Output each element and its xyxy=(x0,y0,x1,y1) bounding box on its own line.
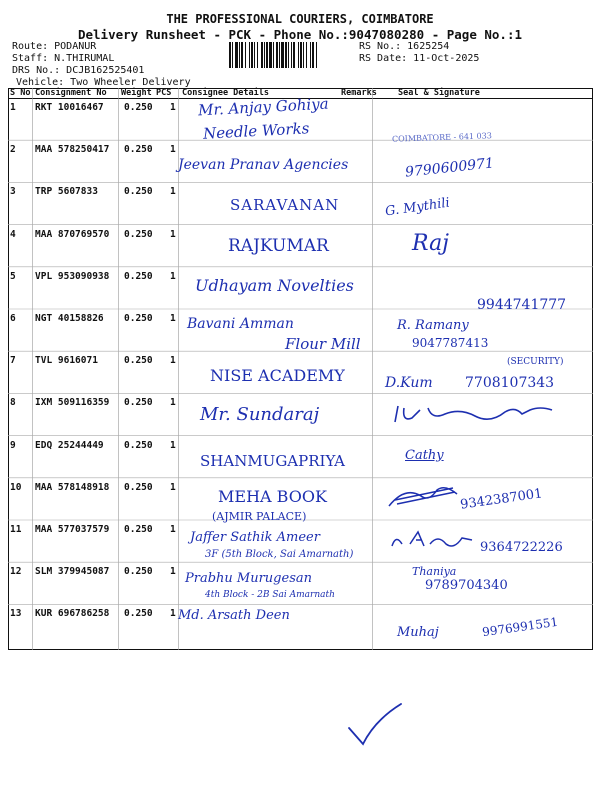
barcode-bar xyxy=(306,42,307,68)
row-consignment-no: IXM 509116359 xyxy=(35,397,110,409)
row-pcs: 1 xyxy=(170,313,176,324)
handwritten-consignee-10b: (AJMIR PALACE) xyxy=(212,510,307,523)
handwritten-consignee-1b: Needle Works xyxy=(202,119,310,143)
row-consignment-no: TVL 9616071 xyxy=(35,355,98,367)
row-pcs: 1 xyxy=(170,397,176,409)
route-label: Route: PODANUR xyxy=(12,41,97,52)
barcode-image xyxy=(228,42,356,68)
row-sno: 12 xyxy=(10,566,22,578)
col-header-weight: Weight xyxy=(121,88,152,98)
row-weight: 0.250 xyxy=(124,228,153,240)
row-pcs: 1 xyxy=(170,566,176,578)
row-consignment-no: KUR 696786258 xyxy=(35,608,110,620)
row-consignment-no: TRP 5607833 xyxy=(35,186,98,198)
handwritten-phone-13: 9976991551 xyxy=(481,614,559,640)
handwritten-consignee-6a: Bavani Amman xyxy=(187,316,294,332)
handwritten-consignee-9: SHANMUGAPRIYA xyxy=(200,452,346,470)
row-pcs: 1 xyxy=(170,439,176,451)
row-sno: 13 xyxy=(10,608,22,620)
vehicle-label: Vehicle: Two Wheeler Delivery xyxy=(16,77,191,88)
drs-number: DRS No.: DCJB162525401 xyxy=(12,65,145,76)
barcode-bar xyxy=(261,42,263,68)
handwritten-phone-7: 7708107343 xyxy=(465,375,555,391)
row-sno: 3 xyxy=(10,186,16,198)
row-weight: 0.250 xyxy=(124,355,153,367)
barcode-bar xyxy=(291,42,292,68)
handwritten-consignee-6b: Flour Mill xyxy=(285,335,361,353)
handwritten-sig-6: R. Ramany xyxy=(397,318,469,333)
row-weight: 0.250 xyxy=(124,608,153,620)
col-header-remarks: Remarks xyxy=(341,88,377,98)
row-weight: 0.250 xyxy=(124,397,153,409)
barcode-bar xyxy=(273,42,274,68)
row-weight: 0.250 xyxy=(124,270,153,282)
row-consignment-no: EDQ 25244449 xyxy=(35,439,104,451)
handwritten-consignee-13: Md. Arsath Deen xyxy=(178,608,290,623)
handwritten-consignee-2: Jeevan Pranav Agencies xyxy=(178,157,349,173)
handwritten-consignee-12b: 4th Block - 2B Sai Amarnath xyxy=(205,590,335,600)
row-sno: 1 xyxy=(10,102,16,113)
signature-11 xyxy=(388,528,478,554)
rs-number: RS No.: 1625254 xyxy=(359,41,450,52)
handwritten-consignee-8: Mr. Sundaraj xyxy=(200,404,320,425)
handwritten-phone-10: 9342387001 xyxy=(459,486,544,513)
handwritten-phone-2: 9790600971 xyxy=(404,155,495,181)
handwritten-consignee-1a: Mr. Anjay Gohiya xyxy=(197,94,330,120)
col-header-seal: Seal & Signature xyxy=(398,88,480,98)
barcode-bar xyxy=(269,42,272,68)
handwritten-sig-13: Muhaj xyxy=(397,625,439,640)
barcode-bar xyxy=(281,42,284,68)
handwritten-phone-5: 9944741777 xyxy=(477,297,567,313)
row-weight: 0.250 xyxy=(124,102,153,113)
handwritten-consignee-5: Udhayam Novelties xyxy=(195,276,354,295)
row-consignment-no: VPL 953090938 xyxy=(35,270,110,282)
handwritten-phone-11: 9364722226 xyxy=(480,540,563,555)
row-sno: 8 xyxy=(10,397,16,409)
handwritten-consignee-7: NISE ACADEMY xyxy=(210,366,345,385)
row-sno: 6 xyxy=(10,313,16,324)
row-weight: 0.250 xyxy=(124,524,153,535)
handwritten-sig-12: Thaniya xyxy=(412,565,457,578)
handwritten-consignee-11a: Jaffer Sathik Ameer xyxy=(190,530,320,545)
barcode-bar xyxy=(298,42,299,68)
barcode-bar xyxy=(276,42,278,68)
signature-8 xyxy=(390,400,560,430)
row-weight: 0.250 xyxy=(124,566,153,578)
row-sno: 7 xyxy=(10,355,16,367)
row-pcs: 1 xyxy=(170,481,176,493)
handwritten-phone-12: 9789704340 xyxy=(425,578,508,593)
handwritten-sig-3: G. Mythili xyxy=(384,195,451,220)
row-pcs: 1 xyxy=(170,228,176,240)
row-pcs: 1 xyxy=(170,102,176,113)
row-weight: 0.250 xyxy=(124,439,153,451)
handwritten-consignee-4: RAJKUMAR xyxy=(228,236,329,256)
barcode-bar xyxy=(235,42,238,68)
row-sno: 11 xyxy=(10,524,22,535)
handwritten-consignee-11b: 3F (5th Block, Sai Amarnath) xyxy=(205,549,354,560)
company-name: THE PROFESSIONAL COURIERS, COIMBATORE xyxy=(166,12,434,26)
row-sno: 9 xyxy=(10,439,16,451)
row-consignment-no: MAA 578148918 xyxy=(35,481,110,493)
rs-date: RS Date: 11-Oct-2025 xyxy=(359,53,480,64)
row-pcs: 1 xyxy=(170,144,176,156)
barcode-bar xyxy=(288,42,289,68)
row-pcs: 1 xyxy=(170,524,176,535)
handwritten-consignee-10a: MEHA BOOK xyxy=(218,487,327,506)
runsheet-subtitle: Delivery Runsheet - PCK - Phone No.:9047080280 - Page No.:1 xyxy=(77,27,522,42)
row-weight: 0.250 xyxy=(124,481,153,493)
barcode-bar xyxy=(266,42,268,68)
row-pcs: 1 xyxy=(170,608,176,620)
barcode-bar xyxy=(251,42,253,68)
check-mark-icon xyxy=(345,700,405,750)
barcode-bar xyxy=(241,42,243,68)
barcode-bar xyxy=(264,42,265,68)
handwritten-sig-4: Raj xyxy=(412,231,450,256)
barcode-bar xyxy=(316,42,317,68)
col-header-consignment: Consignment No xyxy=(35,88,107,98)
row-consignment-no: MAA 870769570 xyxy=(35,228,110,240)
row-consignment-no: MAA 578250417 xyxy=(35,144,110,156)
barcode-bar xyxy=(303,42,304,68)
row-pcs: 1 xyxy=(170,270,176,282)
row-sno: 2 xyxy=(10,144,16,156)
barcode-bar xyxy=(285,42,287,68)
barcode-bar xyxy=(239,42,240,68)
staff-label: Staff: N.THIRUMAL xyxy=(12,53,115,64)
barcode-bar xyxy=(229,42,231,68)
row-weight: 0.250 xyxy=(124,186,153,198)
row-pcs: 1 xyxy=(170,186,176,198)
signature-10 xyxy=(385,482,465,512)
handwritten-sig-7: D.Kum xyxy=(385,375,433,391)
barcode-bar xyxy=(310,42,311,68)
handwritten-sig-9: Cathy xyxy=(405,448,444,463)
row-consignment-no: RKT 10016467 xyxy=(35,102,104,113)
barcode-bar xyxy=(312,42,314,68)
barcode-bar xyxy=(254,42,255,68)
barcode-bar xyxy=(257,42,258,68)
barcode-bar xyxy=(232,42,233,68)
barcode-bar xyxy=(249,42,250,68)
col-header-sno: S No xyxy=(10,88,31,98)
row-weight: 0.250 xyxy=(124,144,153,156)
row-consignment-no: MAA 577037579 xyxy=(35,524,110,535)
col-header-pcs: PCS xyxy=(156,88,172,98)
col-header-consignee: Consignee Details xyxy=(182,88,269,98)
seal-stamp-1: COIMBATORE - 641 033 xyxy=(391,131,493,144)
handwritten-phone-6: 9047787413 xyxy=(412,336,489,350)
row-weight: 0.250 xyxy=(124,313,153,324)
row-sno: 4 xyxy=(10,228,16,240)
handwritten-consignee-12a: Prabhu Murugesan xyxy=(185,571,312,586)
row-consignment-no: NGT 40158826 xyxy=(35,313,104,324)
barcode-bar xyxy=(245,42,246,68)
handwritten-note-7: (SECURITY) xyxy=(507,357,564,367)
row-pcs: 1 xyxy=(170,355,176,367)
barcode-bar xyxy=(293,42,295,68)
barcode-bar xyxy=(279,42,280,68)
handwritten-consignee-3: SARAVANAN xyxy=(230,196,340,214)
row-consignment-no: SLM 379945087 xyxy=(35,566,110,578)
row-sno: 5 xyxy=(10,270,16,282)
row-sno: 10 xyxy=(10,481,22,493)
barcode-bar xyxy=(300,42,302,68)
